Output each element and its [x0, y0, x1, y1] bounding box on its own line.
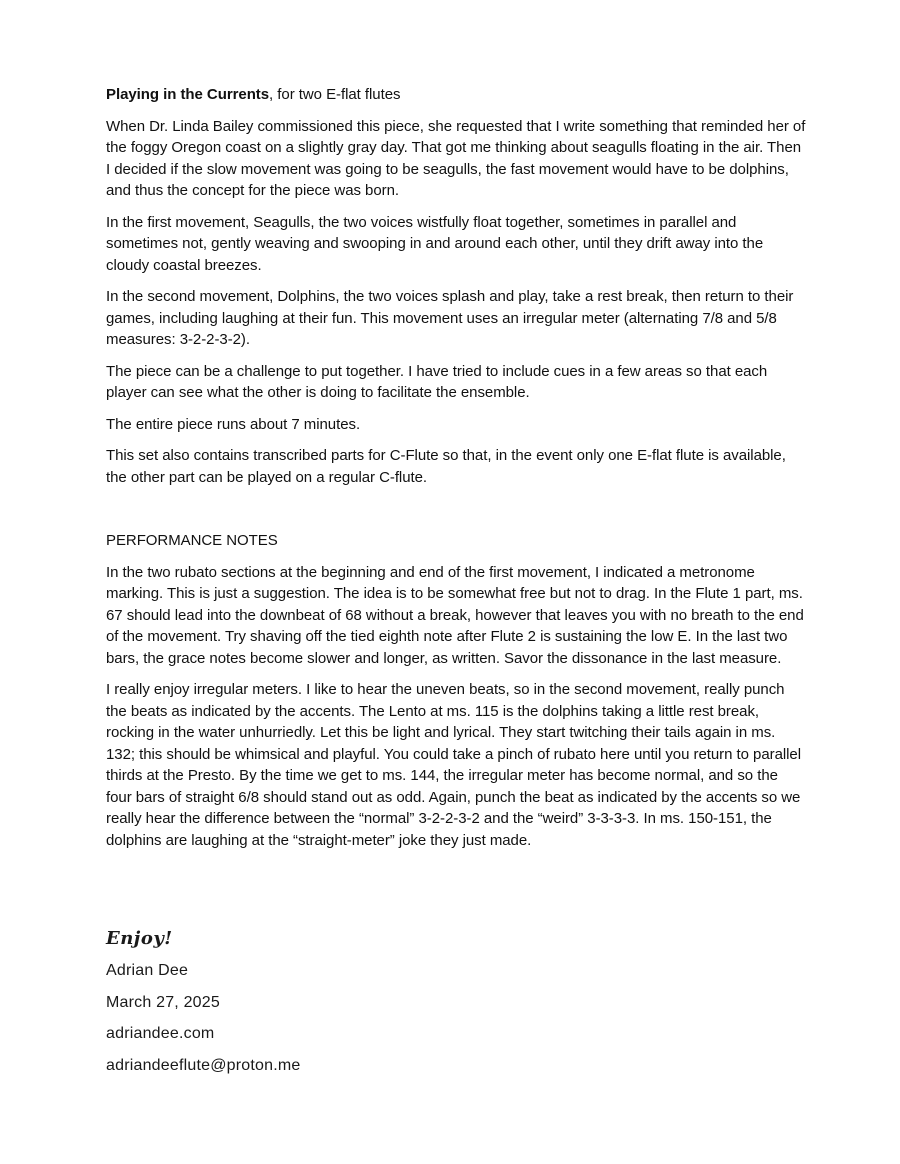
author-website: adriandee.com	[106, 1025, 215, 1042]
intro-paragraph-challenge: The piece can be a challenge to put together. I have tried to include cues in a few areas so that each player can see what the other is doing to facilitate the ensemble.	[106, 362, 768, 401]
document-title	[106, 84, 806, 106]
document-date: March 27, 2025	[106, 993, 220, 1011]
performance-notes-first-movement: In the two rubato sections at the beginning and end of the first movement, I indicated a metronome marking. This is just a suggestion. The idea is to be somewhat free but not to drag. In the Flute 1 part, ms. 67 should lead into the downbeat of 68 without a break, however that leaves you with no breath to the end of the movement. Try shaving off the tied eighth note after Flute 2 is sustaining the low E. In the last two bars, the grace notes become slower and longer, as written. Savor the dissonance in the last measure.	[106, 563, 804, 667]
author-name: Adrian Dee	[106, 962, 189, 979]
intro-paragraph-first-movement: In the first movement, Seagulls, the two voices wistfully float together, sometimes in parallel and sometimes not, gently weaving and swooping in and around each other, until they drift away into the cloudy coastal breezes.	[106, 213, 764, 274]
author-email: adriandeeflute@proton.me	[106, 1056, 301, 1074]
intro-paragraph-duration: The entire piece runs about 7 minutes.	[106, 415, 361, 433]
signature-block	[106, 928, 301, 1087]
performance-notes-second-movement: I really enjoy irregular meters. I like to hear the uneven beats, so in the second movement, really punch the beats as indicated by the accents. The Lento at ms. 115 is the dolphins taking a little rest break, rocking in the water unhurriedly. Let this be light and lyrical. They start twitching their tails again in ms. 132; this should be whimsical and playful. You could take a pinch of rubato here until you return to parallel thirds at the Presto. By the time we get to ms. 144, the irregular meter has become normal, and so the four bars of straight 6/8 should stand out as odd. Again, punch the beat as indicated by the accents so we really hear the difference between the “normal” 3-2-2-3-2 and the “weird” 3-3-3-3. In ms. 150-151, the dolphins are laughing at the “straight-meter” joke they just made.	[106, 681, 801, 849]
intro-paragraph-second-movement: In the second movement, Dolphins, the two voices splash and play, take a rest break, then return to their games, including laughing at their fun. This movement uses an irregular meter (alternating 7/8 and 5/8 measures: 3-2-2-3-2).	[106, 288, 794, 348]
closing-enjoy: Enjoy!	[106, 928, 173, 949]
performance-notes-heading: PERFORMANCE NOTES	[106, 532, 278, 549]
intro-paragraph-c-flute-parts: This set also contains transcribed parts for C-Flute so that, in the event only one E-flat flute is available, the other part can be played on a regular C-flute.	[106, 447, 786, 486]
instrumentation: , for two E-flat flutes	[269, 86, 401, 103]
document-body	[106, 84, 806, 861]
intro-paragraph-commission: When Dr. Linda Bailey commissioned this piece, she requested that I write something that reminded her of the foggy Oregon coast on a slightly gray day. That got me thinking about seagulls floating in the air. Then I decided if the slow movement was going to be seagulls, the fast movement would have to be dolphins, and thus the concept for the piece was born.	[106, 117, 806, 199]
section-spacer	[106, 498, 806, 530]
piece-title: Playing in the Currents	[106, 86, 270, 103]
